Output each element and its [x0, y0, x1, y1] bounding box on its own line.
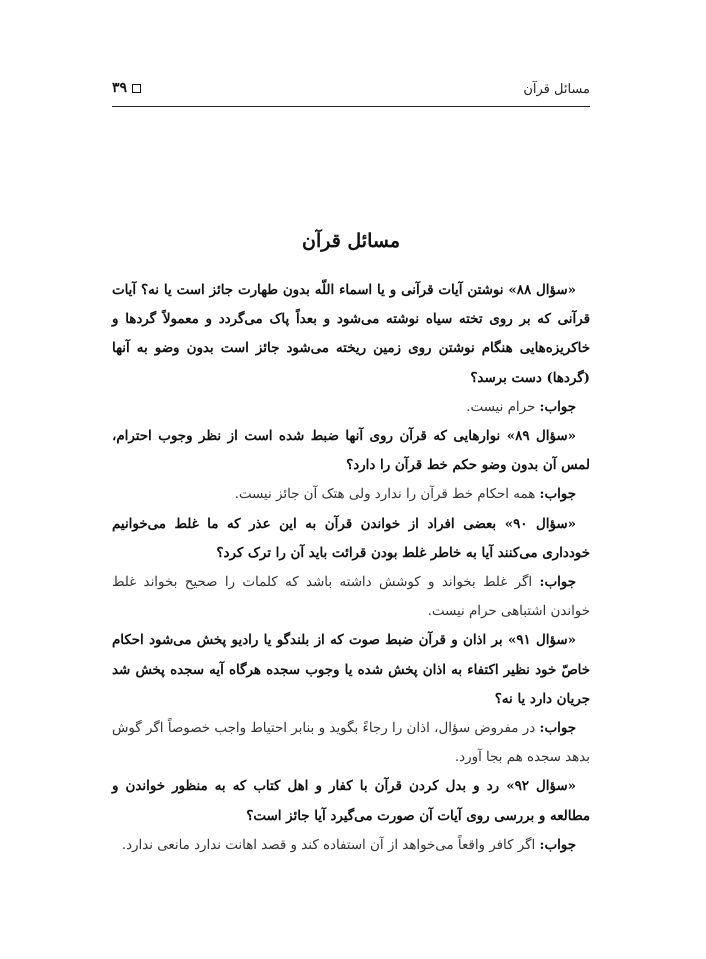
page-number: ۳۹ — [112, 80, 128, 96]
answer-label: جواب: — [539, 398, 576, 415]
question-text: بر اذان و قرآن ضبط صوت که از بلندگو یا رادیو پخش می‌شود احکام خاصّ خود نظیر اکتفاء به اذان پخش شده یا وجوب سجده هرگاه آیه سجده پخش شد جریان دارد یا نه؟ — [112, 632, 590, 707]
page-number-block — [112, 80, 141, 96]
page-header — [112, 82, 590, 106]
question-text: نوشتن آیات قرآنی و یا اسماء اللّه بدون طهارت جائز است یا نه؟ آیات قرآنی که بر روی تخته سیاه نوشته می‌شود و بعداً پاک می‌گردد و معمولاً گردها و خاکریزه‌هایی هنگام نوشتن روی زمین ریخته می‌شود جائز است بدون وضو به آنها (گردها) دست برسد؟ — [112, 282, 590, 386]
square-ornament-icon — [132, 84, 141, 93]
question-text: نوارهایی که قرآن روی آنها ضبط شده است از نظر وجوب احترام، لمس آن بدون وضو حکم خط قرآن را دارد؟ — [112, 428, 590, 474]
answer-label: جواب: — [539, 720, 577, 737]
question-label: «سؤال ۹۱» — [507, 632, 576, 649]
answer-label: جواب: — [539, 486, 576, 503]
question-label: «سؤال ۸۸» — [508, 282, 576, 298]
answer-label: جواب: — [539, 574, 576, 591]
question-label: «سؤال ۸۹» — [506, 428, 576, 445]
question-90 — [112, 510, 590, 568]
header-divider — [112, 106, 590, 107]
answer-text: همه احکام خط قرآن را ندارد ولی هتک آن جائز نیست. — [234, 487, 536, 503]
question-92 — [112, 772, 590, 830]
answer-89 — [112, 480, 590, 509]
answer-label: جواب: — [539, 836, 576, 853]
answer-text: اگر کافر واقعاً می‌خواهد از آن استفاده کند و قصد اهانت ندارد مانعی ندارد. — [121, 837, 536, 853]
question-88 — [112, 276, 590, 393]
question-91 — [112, 626, 590, 714]
chapter-title: مسائل قرآن — [301, 230, 400, 252]
question-text: بعضی افراد از خواندن قرآن به این عذر که ما غلط می‌خوانیم خودداری می‌کنند آیا به خاطر غلط بودن قرائت باید آن را ترک کرد؟ — [112, 515, 590, 561]
question-label: «سؤال ۹۲» — [506, 778, 576, 795]
answer-text: اگر غلط بخواند و کوشش داشته باشد که کلمات را صحیح بخواند غلط خواندن اشتباهی حرام نیست. — [112, 575, 590, 620]
answer-90 — [112, 568, 590, 626]
answer-92 — [112, 831, 590, 860]
answer-text: حرام نیست. — [466, 399, 536, 415]
question-label: «سؤال ۹۰» — [504, 515, 576, 532]
question-89 — [112, 422, 590, 480]
page-body — [112, 226, 590, 860]
answer-text: در مفروض سؤال، اذان را رجاءً بگوید و بنابر احتیاط واجب خصوصاً اگر گوش بدهد سجده هم بجا آورد. — [112, 721, 590, 766]
answer-91 — [112, 714, 590, 772]
answer-88 — [112, 393, 590, 422]
running-title: مسائل قرآن — [523, 82, 590, 97]
question-text: رد و بدل کردن قرآن با کفار و اهل کتاب که به منظور خواندن و مطالعه و بررسی روی آیات آن صورت می‌گیرد آیا جائز است؟ — [112, 778, 590, 824]
